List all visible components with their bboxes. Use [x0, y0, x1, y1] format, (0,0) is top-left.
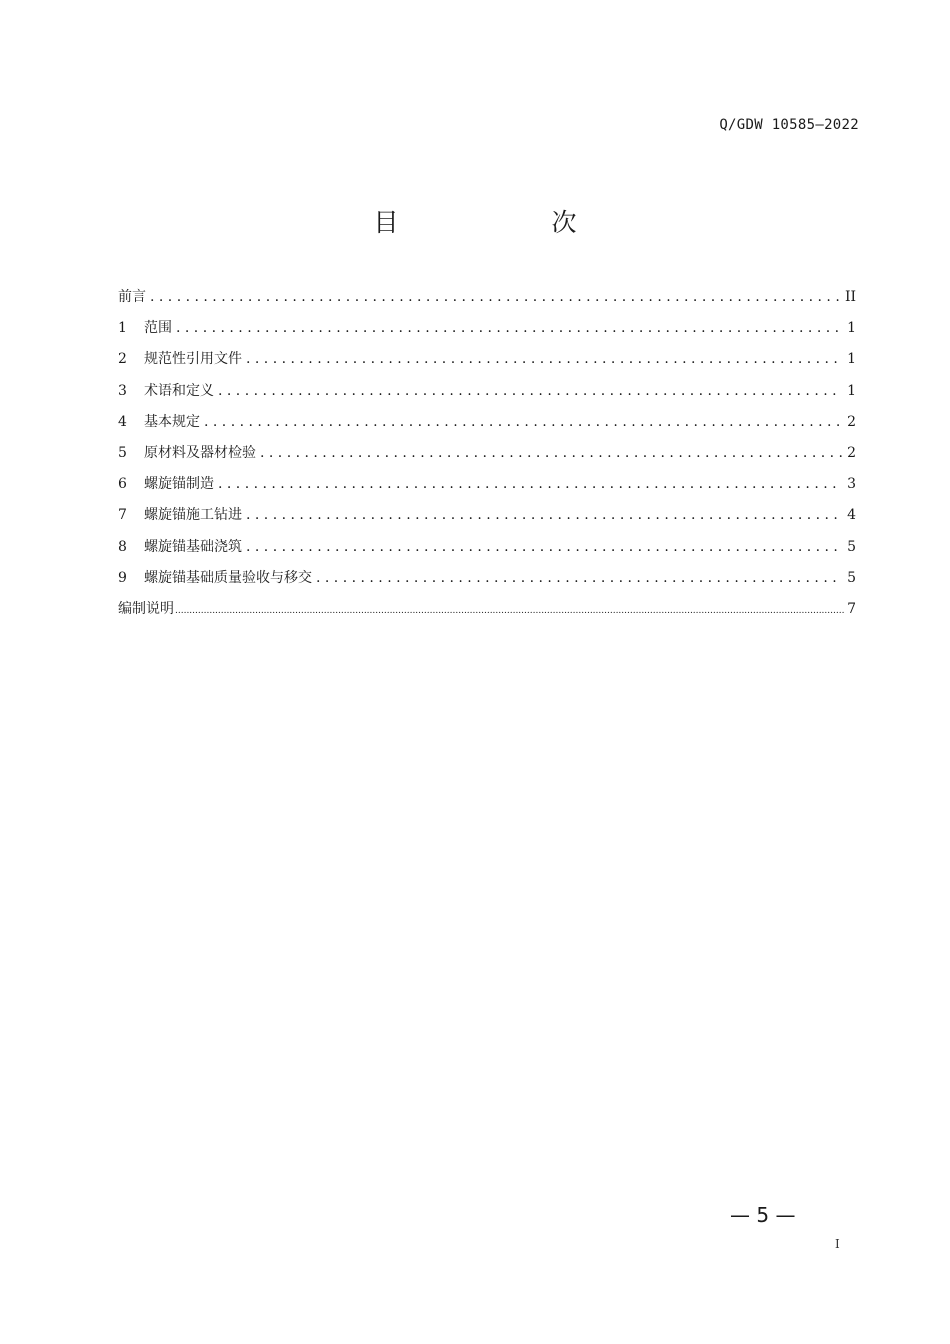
toc-entry-page: 1 [847, 382, 856, 399]
toc-entry-page: 1 [847, 351, 856, 368]
toc-leader-dots [260, 442, 842, 464]
page-number: — 5 — [730, 1203, 796, 1227]
toc-entry-6[interactable] [118, 473, 856, 504]
toc-entry-number: 1 [118, 320, 127, 337]
toc-leader-dots [150, 286, 841, 308]
toc-entry-number: 3 [118, 382, 127, 399]
toc-entry-text: 前言 [118, 289, 146, 305]
toc-entry-number: 9 [118, 569, 127, 586]
toc-leader-dots [316, 567, 842, 589]
toc-entry-text: 编制说明 [118, 600, 174, 617]
toc-entry-4[interactable] [118, 411, 856, 442]
toc-entry-page: 1 [847, 320, 856, 337]
toc-entry-text: 螺旋锚基础浇筑 [144, 538, 242, 555]
roman-page-number: I [835, 1237, 840, 1251]
standard-code: Q/GDW 10585—2022 [719, 117, 859, 133]
toc-entry-3[interactable] [118, 380, 856, 411]
toc-leader-dots [246, 504, 842, 526]
toc-leader-dots [175, 598, 845, 622]
toc-title: 目 次 [373, 208, 641, 237]
toc-entry-number: 5 [118, 444, 127, 461]
toc-entry-number: 7 [118, 507, 127, 524]
toc-entry-page: 3 [847, 476, 856, 493]
toc-entry-page: 2 [847, 413, 856, 430]
toc-entry-explanation[interactable] [118, 598, 856, 629]
toc-entry-preface[interactable] [118, 286, 856, 317]
toc-entry-text: 螺旋锚施工钻进 [144, 507, 242, 524]
toc-entry-page: II [844, 289, 856, 305]
toc-entry-number: 6 [118, 476, 127, 493]
toc-leader-dots [204, 411, 842, 433]
toc-entry-8[interactable] [118, 536, 856, 567]
toc-leader-dots [218, 380, 842, 402]
toc-entry-page: 4 [847, 507, 856, 524]
toc-entry-9[interactable] [118, 567, 856, 598]
toc-entry-number: 8 [118, 538, 127, 555]
toc-entry-text: 螺旋锚制造 [144, 476, 214, 493]
toc-entry-text: 原材料及器材检验 [144, 444, 256, 461]
toc-entry-number: 2 [118, 351, 127, 368]
toc-entry-page: 2 [847, 444, 856, 461]
toc-entry-7[interactable] [118, 504, 856, 535]
toc-leader-dots [218, 473, 842, 495]
toc-entry-text: 范围 [144, 320, 172, 337]
toc-leader-dots [246, 536, 842, 558]
toc-leader-dots [246, 348, 842, 370]
toc-entry-text: 基本规定 [144, 413, 200, 430]
toc-entry-2[interactable] [118, 348, 856, 379]
toc-entry-page: 5 [847, 538, 856, 555]
toc-leader-dots [176, 317, 842, 339]
toc-entry-text: 术语和定义 [144, 382, 214, 399]
toc-entry-1[interactable] [118, 317, 856, 348]
toc-entry-5[interactable] [118, 442, 856, 473]
toc-entry-page: 7 [847, 600, 856, 617]
toc-entry-page: 5 [847, 569, 856, 586]
table-of-contents [118, 286, 856, 629]
toc-entry-text: 规范性引用文件 [144, 351, 242, 368]
toc-entry-number: 4 [118, 413, 127, 430]
toc-entry-text: 螺旋锚基础质量验收与移交 [144, 569, 312, 586]
